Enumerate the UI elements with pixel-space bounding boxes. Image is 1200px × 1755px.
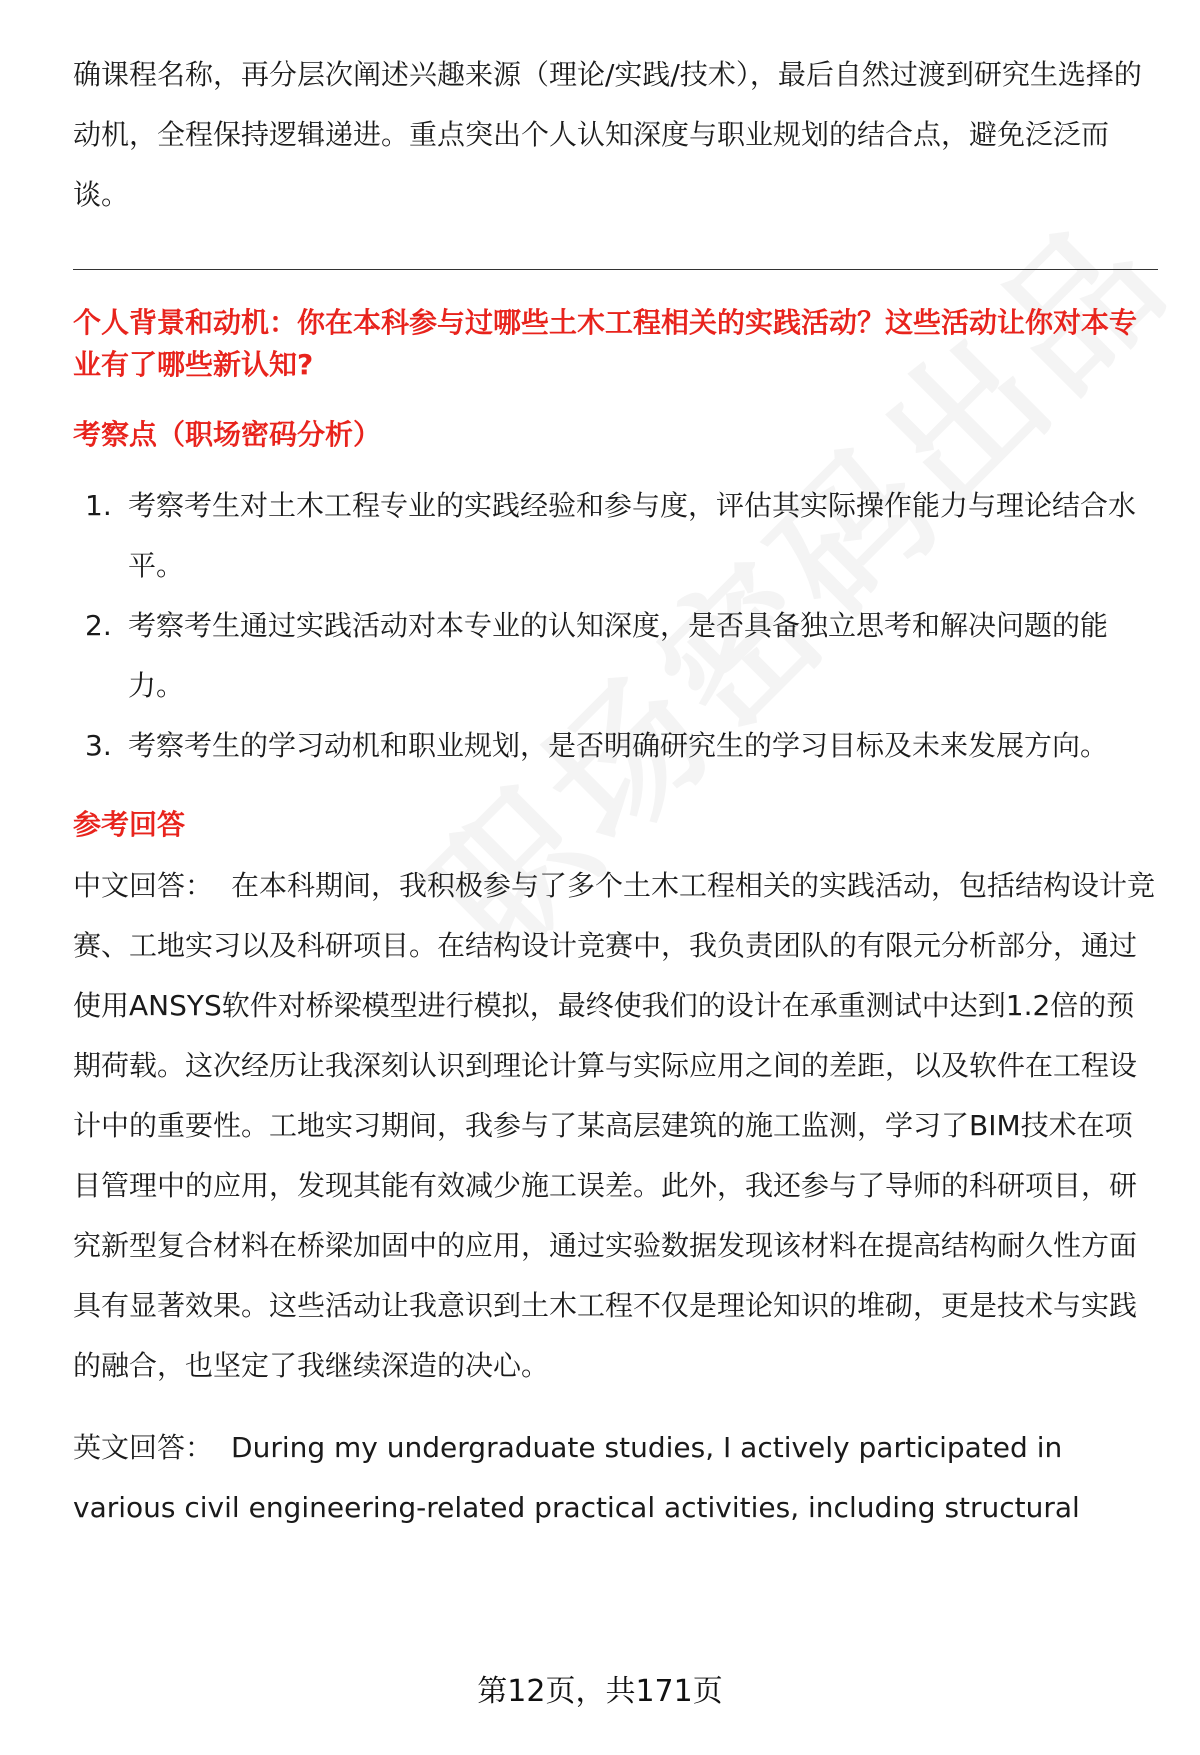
- chinese-answer-text: 在本科期间，我积极参与了多个土木工程相关的实践活动，包括结构设计竞赛、工地实习以及科研项目。在结构设计竞赛中，我负责团队的有限元分析部分，通过使用ANSYS软件对桥梁模型进行模拟，最终使我们的设计在承重测试中达到1.2倍的预期荷载。这次经历让我深刻认识到理论计算与实际应用之间的差距，以及软件在工程设计中的重要性。工地实习期间，我参与了某高层建筑的施工监测，学习了BIM技术在项目管理中的应用，发现其能有效减少施工误差。此外，我还参与了导师的科研项目，研究新型复合材料在桥梁加固中的应用，通过实验数据发现该材料在提高结构耐久性方面具有显著效果。这些活动让我意识到土木工程不仅是理论知识的堆砌，更是技术与实践的融合，也坚定了我继续深造的决心。: [73, 869, 1156, 1382]
- point-number: 1.: [85, 489, 112, 522]
- assessment-points-list: [73, 476, 1158, 776]
- chinese-answer: [73, 856, 1158, 1396]
- english-answer-text: During my undergraduate studies, I actively participated in various civil engineering-related practical activities, including structural: [73, 1431, 1080, 1524]
- assessment-point: [73, 716, 1158, 776]
- point-text: 考察考生通过实践活动对本专业的认知深度，是否具备独立思考和解决问题的能力。: [128, 609, 1109, 702]
- assessment-point: [73, 476, 1158, 596]
- point-number: 2.: [85, 609, 112, 642]
- page-content: [73, 45, 1158, 1538]
- reference-answer-heading: 参考回答: [73, 808, 186, 841]
- point-text: 考察考生对土木工程专业的实践经验和参与度，评估其实际操作能力与理论结合水平。: [128, 489, 1137, 582]
- point-number: 3.: [85, 729, 112, 762]
- question-heading: 个人背景和动机：你在本科参与过哪些土木工程相关的实践活动？这些活动让你对本专业有了哪些新认知?: [73, 306, 1138, 381]
- point-text: 考察考生的学习动机和职业规划，是否明确研究生的学习目标及未来发展方向。: [128, 729, 1109, 762]
- intro-paragraph: 确课程名称，再分层次阐述兴趣来源（理论/实践/技术），最后自然过渡到研究生选择的动机，全程保持逻辑递进。重点突出个人认知深度与职业规划的结合点，避免泛泛而谈。: [73, 58, 1142, 211]
- assessment-point: [73, 596, 1158, 716]
- section-divider: [73, 269, 1158, 270]
- english-answer-label: 英文回答：: [73, 1431, 214, 1464]
- chinese-answer-label: 中文回答：: [73, 869, 214, 902]
- assessment-heading: 考察点（职场密码分析）: [73, 418, 382, 451]
- english-answer: [73, 1418, 1158, 1538]
- page-number-footer: 第12页，共171页: [477, 1674, 723, 1709]
